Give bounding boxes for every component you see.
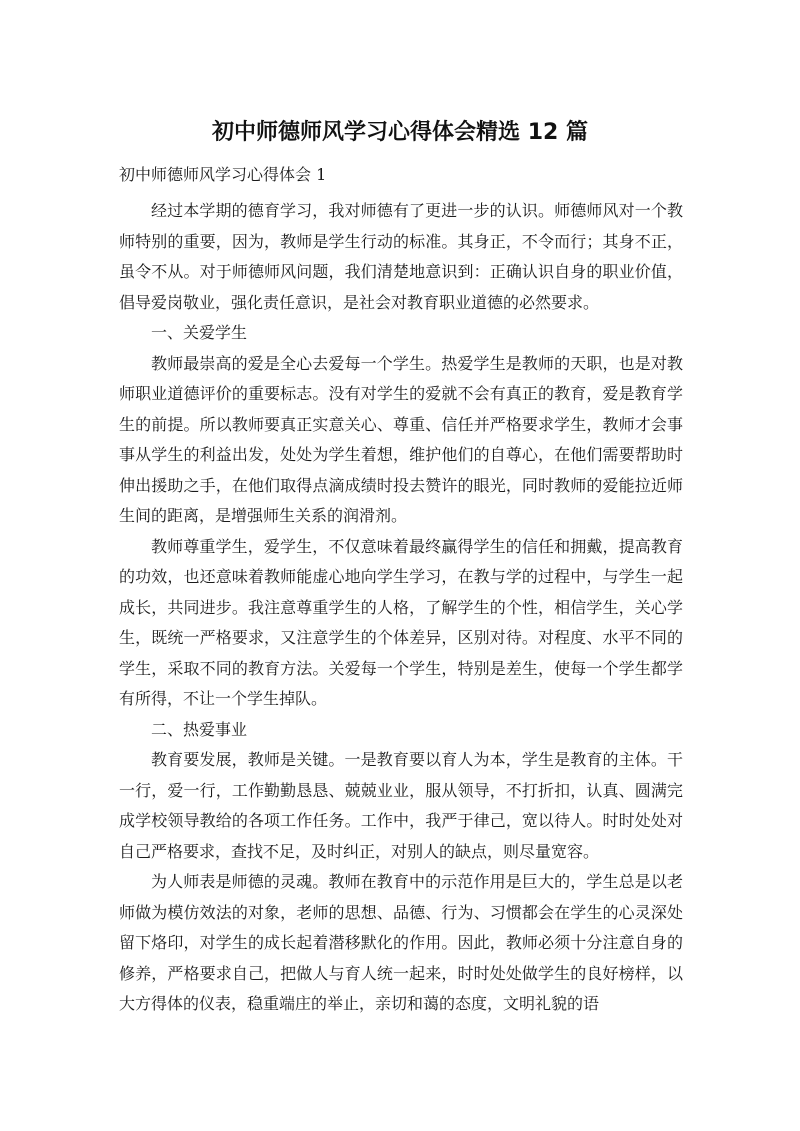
paragraph: 教育要发展，教师是关键。一是教育要以育人为本，学生是教育的主体。干一行，爱一行，工作勤勤恳恳、兢兢业业，服从领导，不打折扣，认真、圆满完成学校领导教给的各项工作任务。工作中，我严于律己，宽以待人。时时处处对自己严格要求，查找不足，及时纠正，对别人的缺点，则尽量宽容。: [119, 750, 683, 861]
paragraph: 教师尊重学生，爱学生，不仅意味着最终赢得学生的信任和拥戴，提高教育的功效，也还意味着教师能虚心地向学生学习，在教与学的过程中，与学生一起成长，共同进步。我注意尊重学生的人格，了解学生的个性，相信学生，关心学生，既统一严格要求，又注意学生的个体差异，区别对待。对程度、水平不同的学生，采取不同的教育方法。关爱每一个学生，特别是差生，使每一个学生都学有所得，不让一个学生掉队。: [119, 536, 683, 708]
document-body: [119, 196, 683, 1020]
section-heading: 二、热爱事业: [151, 719, 248, 739]
document-title: 初中师德师风学习心得体会精选 12 篇: [212, 120, 588, 145]
section-heading: 一、关爱学生: [151, 323, 248, 342]
article-label: 初中师德师风学习心得体会 1: [119, 165, 327, 184]
paragraph: 教师最崇高的爱是全心去爱每一个学生。热爱学生是教师的天职，也是对教师职业道德评价的重要标志。没有对学生的爱就不会有真正的教育，爱是教育学生的前提。所以教师要真正实意关心、尊重、信任并严格要求学生，教师才会事事从学生的利益出发，处处为学生着想，维护他们的自尊心，在他们需要帮助时伸出援助之手，在他们取得点滴成绩时投去赞许的眼光，同时教师的爱能拉近师生间的距离，是增强师生关系的润滑剂。: [119, 353, 683, 525]
paragraph: 为人师表是师德的灵魂。教师在教育中的示范作用是巨大的，学生总是以老师做为模仿效法的对象，老师的思想、品德、行为、习惯都会在学生的心灵深处留下烙印，对学生的成长起着潜移默化的作用。因此，教师必须十分注意自身的修养，严格要求自己，把做人与育人统一起来，时时处处做学生的良好榜样，以大方得体的仪表，稳重端庄的举止，亲切和蔼的态度，文明礼貌的语: [119, 872, 683, 1013]
paragraph: 经过本学期的德育学习，我对师德有了更进一步的认识。师德师风对一个教师特别的重要，因为，教师是学生行动的标准。其身正，不令而行；其身不正，虽令不从。对于师德师风问题，我们清楚地意识到：正确认识自身的职业价值，倡导爱岗敬业，强化责任意识，是社会对教育职业道德的必然要求。: [119, 201, 683, 312]
